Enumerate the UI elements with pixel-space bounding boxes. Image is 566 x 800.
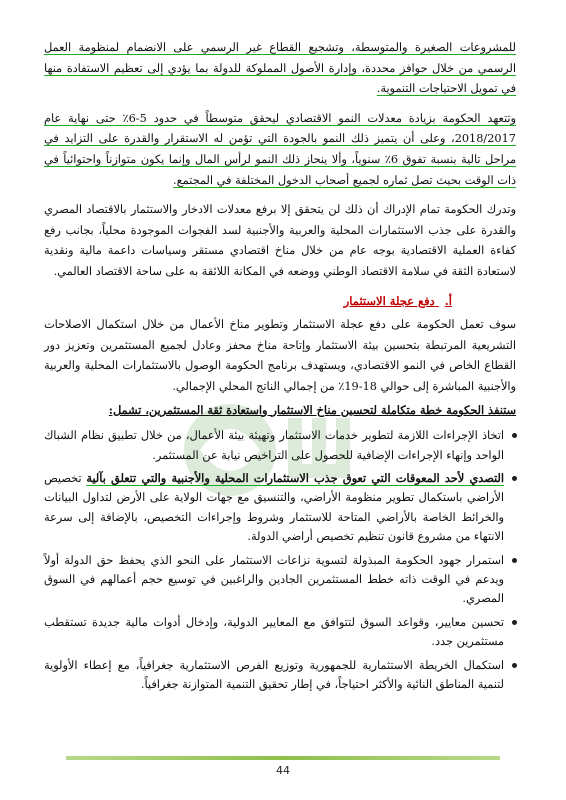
list-item-text: استمرار جهود الحكومة المبذولة لتسوية نزاعات الاستثمار على النحو الذي يحفظ حق الدولة أولاً ويدعم في الوقت ذاته خطط المستثمرين الجادين والراغبين في توسيع حجم أعمالهم في السوق المصري. <box>44 553 504 606</box>
section-heading-number: أ. <box>444 293 452 308</box>
bullet-icon <box>512 558 517 563</box>
list-item-text: اتخاذ الإجراءات اللازمة لتطوير خدمات الاستثمار وتهيئة بيئة الأعمال، من خلال تطبيق نظام الشباك الواحد وإنهاء الإجراءات الإضافية للحصول على التراخيص نيابة عن المستثمر. <box>44 429 504 462</box>
paragraph-savings-investment: وتدرك الحكومة تمام الإدراك أن ذلك لن يتحقق إلا برفع معدلات الادخار والاستثمار بالاقتصاد المصري والقدرة على جذب الاستثمارات المحلية والعربية والأجنبية لسد الفجوات الموجودة محلياً، بجانب رفع كفاءة العملية الاقتصادية بوجه عام من خلال مناخ اقتصادي مستقر وسياسات داعمة مالية ونقدية لاستعادة الثقة في سلامة الاقتصاد الوطني ووضعه في المكانة اللائقة به على ساحة الاقتصاد العالمي. <box>44 203 516 278</box>
list-item-text: استكمال الخريطة الاستثمارية للجمهورية وتوزيع الفرص الاستثمارية جغرافياً، مع إعطاء الأولوية لتنمية المناطق النائية والأكثر احتياجاً، في إطار تحقيق التنمية المتوازنة جغرافياً. <box>44 658 504 691</box>
bullet-icon <box>512 433 517 438</box>
list-item <box>44 551 504 609</box>
list-item <box>44 426 504 465</box>
list-item <box>44 613 504 652</box>
list-item <box>44 656 504 695</box>
list-item <box>44 469 504 547</box>
plan-bullet-list <box>44 426 516 694</box>
paragraph-investment-push: سوف تعمل الحكومة على دفع عجلة الاستثمار وتطوير مناخ الأعمال من خلال استكمال الاصلاحات التشريعية المرتبطة بتحسين بيئة الاستثمار وإتاحة مناخ محفز وعادل لجميع المستثمرين وتعزيز دور القطاع الخاص في النمو الاقتصادي، ويستهدف برنامج الحكومة الوصول بالاستثمارات المحلية والعربية والأجنبية المباشرة إلى حوالي 18-19٪ من إجمالي الناتج المحلي الإجمالي. <box>44 318 516 393</box>
plan-subheading: ستنفذ الحكومة خطة متكاملة لتحسين مناخ الاستثمار واستعادة ثقة المستثمرين، تشمل: <box>108 402 516 417</box>
page-number: 44 <box>276 764 290 777</box>
bullet-icon <box>512 476 517 481</box>
list-item-text: تحسين معايير، وقواعد السوق لتتوافق مع المعايير الدولية، وإدخال أدوات مالية جديدة تستقطب مستثمرين جدد. <box>44 615 504 649</box>
footer-divider <box>66 756 500 760</box>
bullet-icon <box>512 620 517 625</box>
bullet-icon <box>512 663 517 668</box>
paragraph-financing: للمشروعات الصغيرة والمتوسطة، وتشجيع القطاع غير الرسمي على الانضمام لمنظومة العمل الرسمي من خلال حوافز محددة، وإدارة الأصول المملوكة للدولة بما يؤدي إلى تعظيم الاستفادة منها في تمويل الاحتياجات التنموية. <box>44 41 516 96</box>
list-item-text: تخصيص الأراضي باستكمال تطوير منظومة الأراضي، والتنسيق مع جهات الولاية على الأرض لتداول البيانات والخرائط الخاصة بالأراضي المتاحة للاستثمار وشروط وإجراءات التخصيص، بالإضافة إلى سرعة الانتهاء من مشروع قانون تنظيم تخصيص أراضي الدولة. <box>44 471 504 544</box>
paragraph-growth-target: وتتعهد الحكومة بزيادة معدلات النمو الاقتصادي ليحقق متوسطاً في حدود 5-6٪ حتى نهاية عام 2018/2017، وعلى أن يتميز ذلك النمو بالجودة التي تؤمن له الاستقرار والقدرة على التزايد في مراحل تالية بنسبة تفوق 6٪ سنوياً، وألا ينحاز ذلك النمو لرأس المال وإنما يكون متوازناً واحتوائياً في ذات الوقت بحيث تصل ثماره لجميع أصحاب الدخول المختلفة في المجتمع. <box>44 111 516 187</box>
document-body <box>44 38 516 698</box>
section-heading <box>44 291 516 312</box>
section-heading-title: دفع عجلة الاستثمار <box>343 293 435 308</box>
list-item-lead: التصدي لأحد المعوقات التي تعوق جذب الاستثمارات المحلية والأجنبية والتي تتعلق بآلية <box>86 470 504 485</box>
